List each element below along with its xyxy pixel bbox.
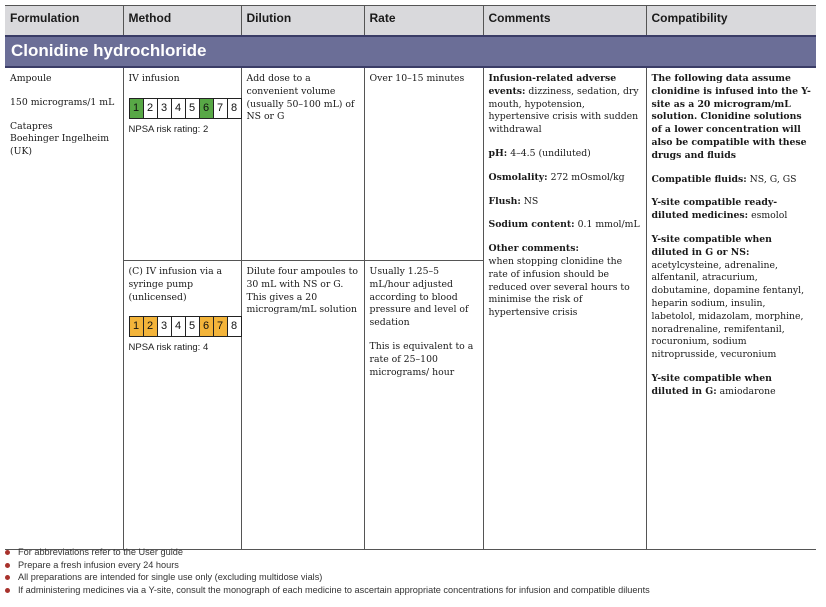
comment-adverse-events <box>489 73 641 137</box>
monograph-body-row <box>5 67 816 550</box>
bullet-icon <box>5 550 10 555</box>
comment-adverse-text: dizziness, sedation, dry mouth, hypotension, hypertensive crisis with sudden withdrawal <box>488 85 639 136</box>
comment-ph <box>489 148 641 161</box>
footnote-item: All preparations are intended for single use only (excluding multidose vials) <box>5 571 820 584</box>
formulation-cell <box>5 67 123 550</box>
footnote-item: Prepare a fresh infusion every 24 hours <box>5 559 820 572</box>
compat-intro: The following data assume clonidine is infused into the Y-site as a 20 microgram/mL solution. Clonidine solutions of a lower concentration will also be compatible with these drugs and fluids <box>651 73 811 161</box>
formulation-manufacturer: Boehinger Ingelheim (UK) <box>10 133 110 158</box>
formulation-type: Ampoule <box>10 73 52 84</box>
bullet-icon <box>5 588 10 593</box>
comment-flush-value: NS <box>523 195 539 207</box>
compat-ready-diluted <box>652 197 812 223</box>
comment-osmolality-value: 272 mOsmol/kg <box>550 171 625 183</box>
compat-fluids-value: NS, G, GS <box>749 173 797 185</box>
risk-box: 2 <box>144 98 158 119</box>
risk-box: 1 <box>129 98 144 119</box>
method-cell <box>123 67 241 550</box>
compat-fluids <box>652 174 812 187</box>
comment-sodium-label: Sodium content: <box>488 219 575 231</box>
risk-box: 6 <box>200 316 214 337</box>
risk-box: 4 <box>172 316 186 337</box>
risk-box: 5 <box>186 316 200 337</box>
risk-box: 6 <box>200 98 214 119</box>
risk-box: 8 <box>228 316 242 337</box>
risk-rating-1: NPSA risk rating: 2 <box>128 123 209 135</box>
monograph-table <box>5 5 816 550</box>
compat-ready-value: esmolol <box>751 210 788 222</box>
risk-box: 3 <box>158 316 172 337</box>
rate-section-1 <box>365 68 483 261</box>
comment-osmolality <box>489 172 641 185</box>
comment-osmolality-label: Osmolality: <box>488 171 548 183</box>
comment-ph-label: pH: <box>488 147 508 159</box>
dilution-2-text: Dilute four ampoules to 30 mL with NS or G. This gives a 20 microgram/mL solution <box>246 266 358 316</box>
header-rate: Rate <box>364 6 483 37</box>
risk-box: 1 <box>129 316 144 337</box>
rate-1-text: Over 10–15 minutes <box>369 73 465 84</box>
bullet-icon <box>5 563 10 568</box>
compat-ready-label: Y-site compatible ready-diluted medicines: <box>651 197 778 222</box>
comment-sodium <box>489 219 641 232</box>
risk-box: 2 <box>144 316 158 337</box>
footnote-item: For abbreviations refer to the User guide <box>5 546 820 559</box>
method-section-2 <box>124 261 241 544</box>
comment-flush-label: Flush: <box>488 195 521 207</box>
compat-g-value: amiodarone <box>719 385 776 397</box>
dilution-section-1 <box>242 68 364 261</box>
method-section-1 <box>124 68 241 261</box>
compatibility-cell <box>646 67 816 550</box>
method-1-text: IV infusion <box>128 73 180 84</box>
header-formulation: Formulation <box>5 6 123 37</box>
risk-scale-2 <box>129 316 243 337</box>
risk-box: 8 <box>228 98 242 119</box>
formulation-strength: 150 micrograms/1 mL <box>10 96 115 108</box>
header-compatibility: Compatibility <box>646 6 816 37</box>
rate-2-text: Usually 1.25–5 mL/hour adjusted according to blood pressure and level of sedation <box>369 266 469 329</box>
comments-cell <box>483 67 646 550</box>
header-method: Method <box>123 6 241 37</box>
drug-title-row <box>5 36 816 67</box>
risk-box: 4 <box>172 98 186 119</box>
comment-other <box>489 243 641 320</box>
drug-name: Clonidine hydrochloride <box>5 36 816 67</box>
monograph-page <box>5 5 816 550</box>
footnote-item: If administering medicines via a Y-site, consult the monograph of each medicine to ascertain appropriate concentrations for infusion and compatible diluents <box>5 584 820 597</box>
rate-section-2 <box>365 261 483 544</box>
dilution-1-text: Add dose to a convenient volume (usually 50–100 mL) of NS or G <box>246 73 355 123</box>
compat-g-label: Y-site compatible when diluted in G: <box>651 372 772 397</box>
comment-sodium-value: 0.1 mmol/mL <box>577 219 640 231</box>
risk-box: 3 <box>158 98 172 119</box>
compat-g-or-ns <box>652 234 812 362</box>
risk-box: 5 <box>186 98 200 119</box>
compat-g <box>652 373 812 399</box>
rate-cell <box>364 67 483 550</box>
comment-ph-value: 4–4.5 (undiluted) <box>510 147 591 159</box>
risk-scale-1 <box>129 98 243 119</box>
header-dilution: Dilution <box>241 6 364 37</box>
comment-other-label: Other comments: <box>488 243 579 255</box>
comment-other-text: when stopping clonidine the rate of infusion should be reduced over several hours to minimise the risk of hypertensive crisis <box>488 255 630 319</box>
compat-g-ns-value: acetylcysteine, adrenaline, alfentanil, atracurium, dobutamine, dopamine fentanyl, heparin sodium, insulin, labetolol, midazolam, morphine, noradrenaline, remifentanil, rocuronium, sodium nitroprusside, vecuronium <box>651 259 805 361</box>
rate-2-equivalent: This is equivalent to a rate of 25–100 micrograms/ hour <box>369 340 474 378</box>
dilution-cell <box>241 67 364 550</box>
dilution-section-2 <box>242 261 364 544</box>
compat-fluids-label: Compatible fluids: <box>651 173 747 185</box>
header-row <box>5 6 816 37</box>
risk-rating-2: NPSA risk rating: 4 <box>128 342 209 354</box>
comment-adverse-label: Infusion-related adverse events: <box>488 73 617 97</box>
formulation-brand: Catapres <box>10 120 53 132</box>
risk-box: 7 <box>214 98 228 119</box>
comment-flush <box>489 196 641 209</box>
compat-g-ns-label: Y-site compatible when diluted in G or NS: <box>651 233 772 258</box>
risk-box: 7 <box>214 316 228 337</box>
method-2-text: (C) IV infusion via a syringe pump (unlicensed) <box>128 266 223 303</box>
bullet-icon <box>5 575 10 580</box>
footnotes <box>5 546 820 597</box>
header-comments: Comments <box>483 6 646 37</box>
